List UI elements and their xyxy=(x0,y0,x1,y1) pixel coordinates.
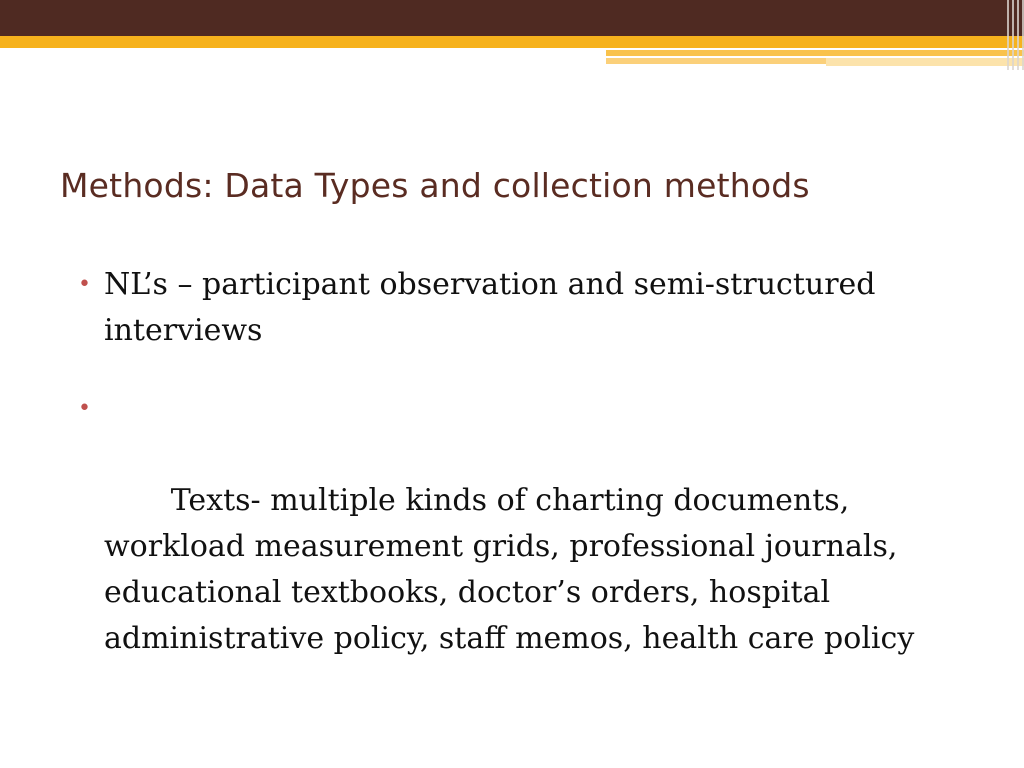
bullet-icon: • xyxy=(78,396,91,421)
bullet-text: Texts- multiple kinds of charting documents, workload measurement grids, professional journals, educational textbooks, doctor’s orders, hospital administrative policy, staff memos, health care policy xyxy=(104,483,915,656)
bullet-icon: • xyxy=(78,272,91,297)
header-edge-stripes xyxy=(994,0,1024,70)
list-item xyxy=(74,386,974,708)
list-item xyxy=(74,262,974,354)
header-bar xyxy=(0,0,1024,36)
bullet-list xyxy=(74,262,974,740)
header-accent-line xyxy=(606,50,1024,56)
header-gold-band xyxy=(0,36,1024,48)
header-accent-line xyxy=(606,58,826,64)
bullet-text: NL’s – participant observation and semi-structured interviews xyxy=(104,267,876,348)
slide-title: Methods: Data Types and collection methods xyxy=(60,166,810,205)
